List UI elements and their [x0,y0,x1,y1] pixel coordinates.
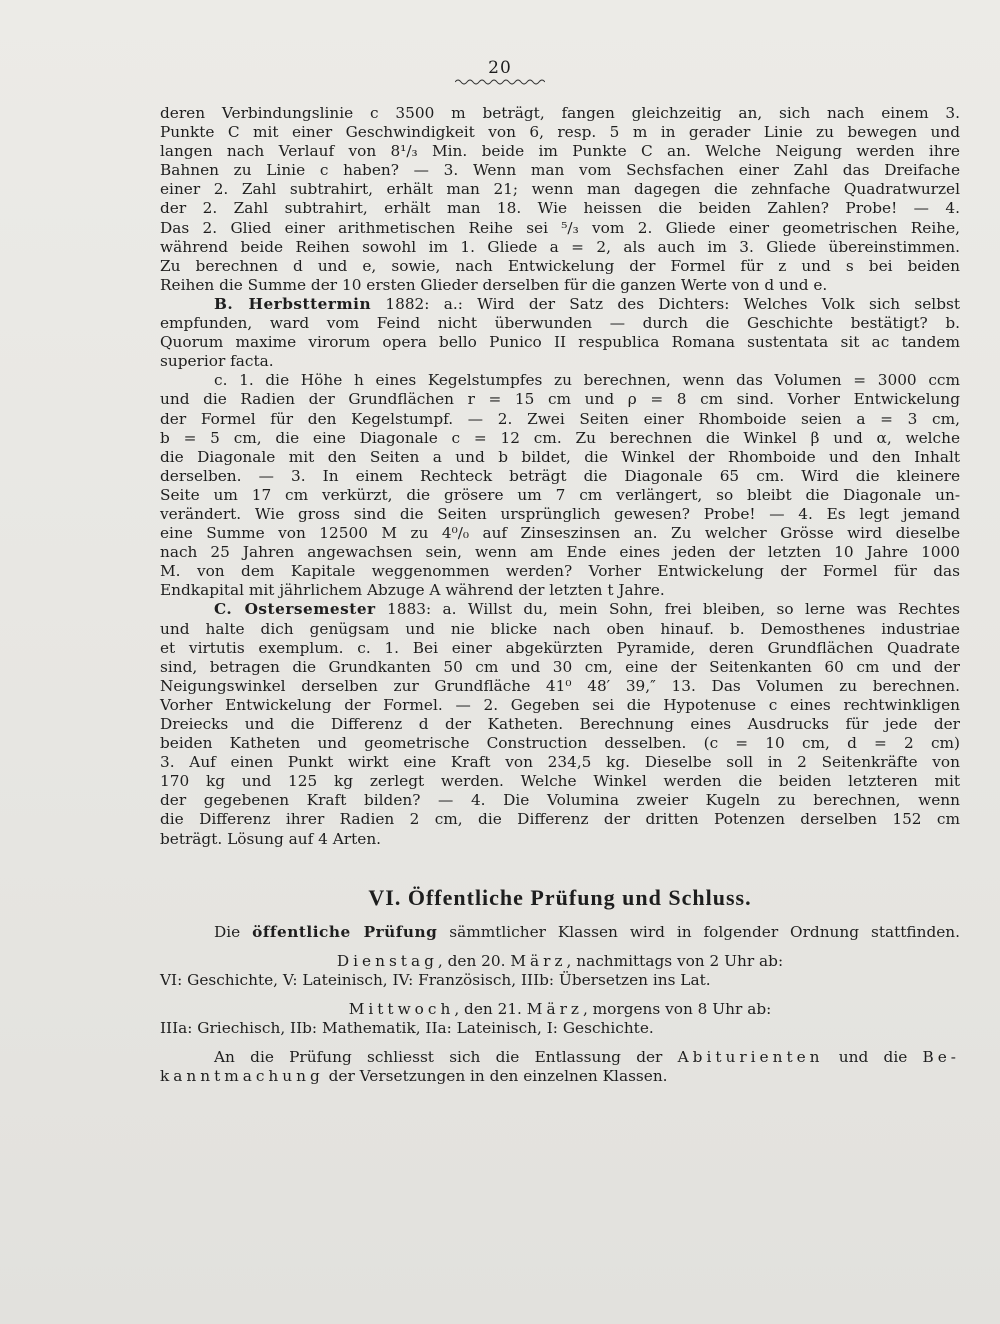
text-line: derselben. — 3. In einem Rechteck beträgt die Diagonale 65 cm. Wird die kleinere [160,466,960,485]
text-line: die Diagonale mit den Seiten a und b bildet, die Winkel der Rhomboide und den Inhalt [160,447,960,466]
text-line: Dreiecks und die Differenz d der Katheten. Berechnung eines Ausdrucks für jede der [160,715,960,733]
text-line: beträgt. Lösung auf 4 Arten. [160,829,382,848]
text-line: der gegebenen Kraft bilden? — 4. Die Volumina zweier Kugeln zu berechnen, wenn [160,791,960,810]
text-line: während beide Reihen sowohl im 1. Gliede a = 2, als auch im 3. Gliede übereinstimmen. [160,237,960,256]
text-line: 3. Auf einen Punkt wirkt eine Kraft von 234,5 kg. Dieselbe soll in 2 Seitenkräfte von [160,753,960,772]
text-line: Quorum maxime virorum opera bello Punico II respublica Romana sustentata sit ac tandem [160,333,960,352]
wednesday-subjects: IIIa: Griechisch, IIb: Mathematik, IIa: Lateinisch, I: Geschichte. [160,1019,654,1038]
text-line: und die Radien der Grundflächen r = 15 cm und ρ = 8 cm sind. Vorher Entwickelung [160,390,960,409]
text-line: die Differenz ihrer Radien 2 cm, die Differenz der dritten Potenzen derselben 152 cm [160,810,960,829]
text-line: eine Summe von 12500 M zu 4⁰/₀ auf Zinseszinsen an. Zu welcher Grösse wird dieselbe [160,524,960,543]
tuesday-subjects: VI: Geschichte, V: Lateinisch, IV: Französisch, IIIb: Übersetzen ins Lat. [160,970,711,989]
text-line: einer 2. Zahl subtrahirt, erhält man 21; wenn man dagegen die zehnfache Quadratwurzel [160,180,960,199]
text-line: Zu berechnen d und e, sowie, nach Entwickelung der Formel für z und s bei beiden [160,256,960,275]
heading-ostersemester: C. Ostersemester [214,600,376,619]
text-line: beiden Katheten und geometrische Construction desselben. (c = 10 cm, d = 2 cm) [160,734,960,753]
wavy-rule-ornament [455,78,545,86]
text-line: nach 25 Jahren angewachsen sein, wenn am Ende eines jeden der letzten 10 Jahre 1000 [160,543,960,562]
paragraph-c-continued [160,620,960,849]
day-wednesday: Mittwoch, den 21. März, morgens von 8 Uhr ab: [348,999,772,1018]
closing-line-1: An die Prüfung schliesst sich die Entlassung der Abiturienten und die Be- [214,1048,960,1067]
text-line: empfunden, ward vom Feind nicht überwunden — durch die Geschichte bestätigt? b. [160,314,960,333]
text-line: superior facta. [160,352,274,371]
section-title: VI. Öffentliche Prüfung und Schluss. [368,884,752,910]
text-line: deren Verbindungslinie c 3500 m beträgt, fangen gleichzeitig an, sich nach einem 3. [160,104,960,122]
text-line: c. 1. die Höhe h eines Kegelstumpfes zu berechnen, wenn das Volumen = 3000 ccm [214,371,960,390]
bold-phrase: öffentliche Prüfung [252,922,438,941]
text-line: Seite um 17 cm verkürzt, die grösere um 7 cm verlängert, so bleibt die Diagonale un- [160,485,960,504]
closing-line-2: kanntmachung der Versetzungen in den einzelnen Klassen. [160,1067,668,1086]
page-header [0,58,1000,86]
text-line: Endkapital mit jährlichem Abzuge A während der letzten t Jahre. [160,581,665,600]
text-line: b = 5 cm, die eine Diagonale c = 12 cm. Zu berechnen die Winkel β und α, welche [160,428,960,447]
text-line: Das 2. Glied einer arithmetischen Reihe sei ⁵/₃ vom 2. Gliede einer geometrischen Reihe, [160,218,960,237]
text-line: und halte dich genügsam und nie blicke nach oben hinauf. b. Demosthenes industriae [160,619,960,638]
text-line: der Formel für den Kegelstumpf. — 2. Zwei Seiten einer Rhomboide seien a = 3 cm, [160,409,960,428]
text-line: Vorher Entwickelung der Formel. — 2. Gegeben sei die Hypotenuse c eines rechtwinkligen [160,695,960,714]
exam-intro: Die öffentliche Prüfung sämmtlicher Klassen wird in folgender Ordnung stattfinden. [214,922,960,941]
paragraph-c-math [160,371,960,600]
day-tuesday: Dienstag, den 20. März, nachmittags von 2 Uhr ab: [336,951,784,970]
text-line: 170 kg und 125 kg zerlegt werden. Welche Winkel werden die beiden letzteren mit [160,772,960,791]
problem-text-continued [160,104,960,295]
text-line: M. von dem Kapitale weggenommen werden? Vorher Entwickelung der Formel für das [160,562,960,581]
text-line: langen nach Verlauf von 8¹/₃ Min. beide im Punkte C an. Welche Neigung werden ihre [160,142,960,161]
text-line: Punkte C mit einer Geschwindigkeit von 6, resp. 5 m in gerader Linie zu bewegen und [160,123,960,142]
paragraph-b-first-line: B. Herbsttermin 1882: a.: Wird der Satz des Dichters: Welches Volk sich selbst [214,294,960,313]
text-line: Neigungswinkel derselben zur Grundfläche 41⁰ 48′ 39,″ 13. Das Volumen zu berechnen. [160,676,960,695]
page-body [160,104,960,1086]
text-line: sind, betragen die Grundkanten 50 cm und 30 cm, eine der Seitenkanten 60 cm und der [160,657,960,676]
page-number: 20 [488,58,512,78]
text-line: verändert. Wie gross sind die Seiten ursprünglich gewesen? Probe! — 4. Es legt jemand [160,504,960,523]
text-line: et virtutis exemplum. c. 1. Bei einer abgekürzten Pyramide, deren Grundflächen Quadrate [160,638,960,657]
text-line: Bahnen zu Linie c haben? — 3. Wenn man vom Sechsfachen einer Zahl das Dreifache [160,161,960,180]
paragraph-c-first-line: C. Ostersemester 1883: a. Willst du, mein Sohn, frei bleiben, so lerne was Rechtes [214,600,960,619]
heading-herbsttermin: B. Herbsttermin [214,294,372,313]
text-line: der 2. Zahl subtrahirt, erhält man 18. Wie heissen die beiden Zahlen? Probe! — 4. [160,199,960,218]
text-line: Reihen die Summe der 10 ersten Glieder derselben für die ganzen Werte von d und e. [160,275,828,294]
